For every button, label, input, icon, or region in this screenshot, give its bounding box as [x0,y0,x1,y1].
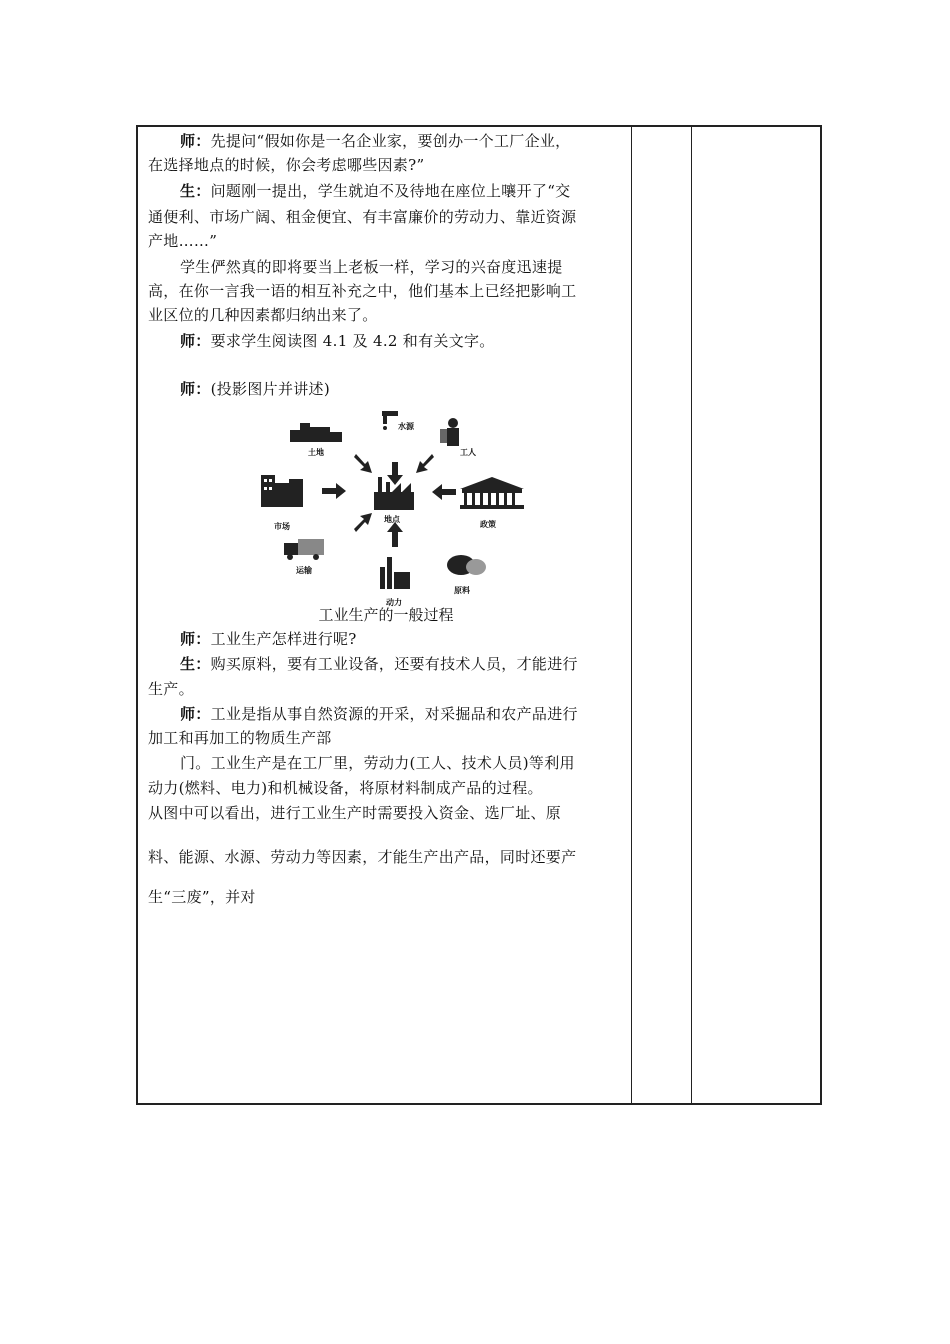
text-line: 师：工业生产怎样进行呢? [180,630,357,648]
text-line: 生产。 [148,680,194,698]
power-label: 动力 [386,598,402,607]
material-label: 原料 [454,586,470,595]
water-label: 水源 [398,422,414,431]
material-icon [447,555,486,575]
transport-label: 运输 [296,566,312,575]
arrow-up-icon [387,522,403,547]
text-line: 师：工业是指从事自然资源的开采，对采掘品和农产品进行 [180,705,578,723]
column-divider [631,127,632,1103]
text-line: 生：问题刚一提出，学生就迫不及待地在座位上嚷开了“交 [180,182,571,200]
land-label: 土地 [308,448,324,457]
arrow-diagonal-icon [416,454,434,473]
text-line: 师：(投影图片并讲述) [180,380,331,398]
water-icon [382,411,398,430]
market-icon [261,475,303,507]
worker-label: 工人 [460,448,476,457]
truck-icon [284,539,324,560]
power-icon [380,557,410,589]
text-line: 在选择地点的时候，你会考虑哪些因素?” [148,156,425,174]
arrow-down-icon [387,462,403,485]
arrow-diagonal-icon [354,513,372,532]
text-line: 动力(燃料、电力)和机械设备，将原材料制成产品的过程。 [148,779,543,797]
factor-diagram [256,407,536,607]
policy-icon [460,477,524,509]
text-line: 从图中可以看出，进行工业生产时需要投入资金、选厂址、原 [148,804,562,822]
policy-label: 政策 [480,520,496,529]
text-line: 生：购买原料，要有工业设备，还要有技术人员，才能进行 [180,655,578,673]
center-label: 地点 [384,515,400,524]
worker-icon [440,418,459,446]
text-line: 业区位的几种因素都归纳出来了。 [148,306,378,324]
text-line: 通便利、市场广阔、租金便宜、有丰富廉价的劳动力、靠近资源 [148,208,577,226]
lesson-table [136,125,822,1105]
figure-caption: 工业生产的一般过程 [318,606,454,624]
text-line: 师：先提问“假如你是一名企业家，要创办一个工厂企业， [180,132,571,150]
arrow-left-icon [432,484,456,500]
arrow-right-icon [322,483,346,499]
text-line: 高，在你一言我一语的相互补充之中，他们基本上已经把影响工 [148,282,577,300]
text-line: 门。工业生产是在工厂里，劳动力(工人、技术人员)等利用 [180,754,575,772]
text-line: 加工和再加工的物质生产部 [148,729,332,747]
text-line: 料、能源、水源、劳动力等因素，才能生产出产品，同时还要产 [148,848,577,866]
industrial-location-figure [256,407,536,607]
text-line: 学生俨然真的即将要当上老板一样，学习的兴奋度迅速提 [180,258,563,276]
text-line: 生“三废”，并对 [148,888,256,906]
text-line: 产地……” [148,232,218,250]
market-label: 市场 [274,522,290,531]
land-icon [290,423,342,442]
text-line: 师：要求学生阅读图 4.1 及 4.2 和有关文字。 [180,332,495,350]
column-divider [691,127,692,1103]
arrow-diagonal-icon [354,454,372,473]
